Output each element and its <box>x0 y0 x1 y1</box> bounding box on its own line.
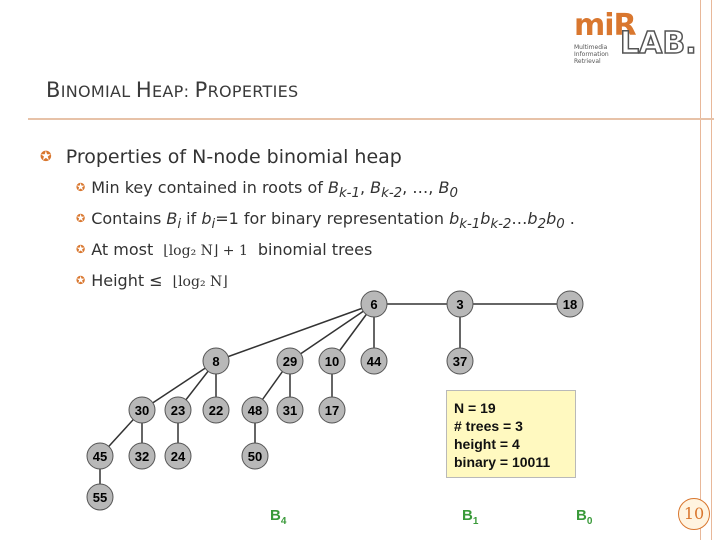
svg-text:45: 45 <box>92 449 108 464</box>
svg-text:31: 31 <box>282 403 298 418</box>
svg-text:6: 6 <box>370 297 378 312</box>
label-b4: $B_4$ <box>270 507 287 527</box>
svg-text:48: 48 <box>247 403 263 418</box>
formula-log: ⌊log₂ N⌋ <box>172 274 228 290</box>
summary-height: height = 4 <box>454 436 520 452</box>
svg-text:3: 3 <box>456 297 464 312</box>
svg-text:8: 8 <box>212 354 220 369</box>
tree-node <box>447 291 473 317</box>
svg-text:18: 18 <box>562 297 578 312</box>
tree-labels <box>270 507 593 527</box>
heap-summary-box <box>446 390 576 478</box>
logo-mir-text: miR <box>574 8 636 43</box>
tree-node <box>319 348 345 374</box>
summary-binary: binary = 10011 <box>454 454 551 470</box>
tree-node <box>87 443 113 469</box>
tree-node <box>361 348 387 374</box>
tree-node <box>129 443 155 469</box>
svg-text:24: 24 <box>170 449 186 464</box>
tree-node <box>165 397 191 423</box>
tree-node <box>203 348 229 374</box>
summary-n: N = 19 <box>454 400 496 416</box>
list-item-height: ✪ Height ≤ ⌊log₂ N⌋ <box>76 271 228 290</box>
tree-node <box>165 443 191 469</box>
tree-node <box>557 291 583 317</box>
svg-text:23: 23 <box>170 403 186 418</box>
list-item-at-most: ✪ At most ⌊log₂ N⌋ + 1 binomial trees <box>76 240 373 259</box>
list-item-contains: ✪ Contains $B_i$ if $b_i=1$ for binary representation $b_{k-1}b_{k-2}\dots b_2b_0$ . <box>76 209 575 233</box>
svg-text:37: 37 <box>452 354 468 369</box>
sun-bullet-icon: ✪ <box>76 212 86 225</box>
svg-text:32: 32 <box>134 449 150 464</box>
tree-node <box>87 484 113 510</box>
logo-lab-text: LAB. <box>620 26 697 61</box>
sun-bullet-icon: ✪ <box>76 181 86 194</box>
svg-text:22: 22 <box>208 403 224 418</box>
svg-text:50: 50 <box>247 449 263 464</box>
svg-text:44: 44 <box>366 354 382 369</box>
tree-node <box>242 443 268 469</box>
list-item-min-key: ✪ Min key contained in roots of $B_{k-1}$, $B_{k-2}$, …, $B_0$ <box>76 178 458 202</box>
sun-bullet-icon: ✪ <box>76 243 86 256</box>
label-b1: $B_1$ <box>462 507 479 527</box>
tree-node <box>203 397 229 423</box>
tree-node <box>361 291 387 317</box>
tree-node <box>277 348 303 374</box>
tree-node <box>242 397 268 423</box>
logo-subtitle: Multimedia Information Retrieval <box>574 44 609 65</box>
label-b0: $B_0$ <box>576 507 593 527</box>
tree-node <box>129 397 155 423</box>
tree-node <box>319 397 345 423</box>
main-bullet: ✪ Properties of N-node binomial heap <box>40 146 402 168</box>
svg-text:10: 10 <box>324 354 340 369</box>
svg-text:17: 17 <box>324 403 340 418</box>
sun-bullet-icon: ✪ <box>40 149 52 165</box>
slide-title: BINOMIAL HEAP: PROPERTIES <box>46 78 299 102</box>
sun-bullet-icon: ✪ <box>76 274 86 287</box>
svg-text:30: 30 <box>134 403 150 418</box>
svg-text:55: 55 <box>92 490 108 505</box>
page-number: 10 <box>678 498 710 530</box>
tree-node <box>277 397 303 423</box>
formula-log-plus-one: ⌊log₂ N⌋ + 1 <box>163 243 248 259</box>
tree-node <box>447 348 473 374</box>
summary-trees: # trees = 3 <box>454 418 523 434</box>
svg-text:29: 29 <box>282 354 298 369</box>
